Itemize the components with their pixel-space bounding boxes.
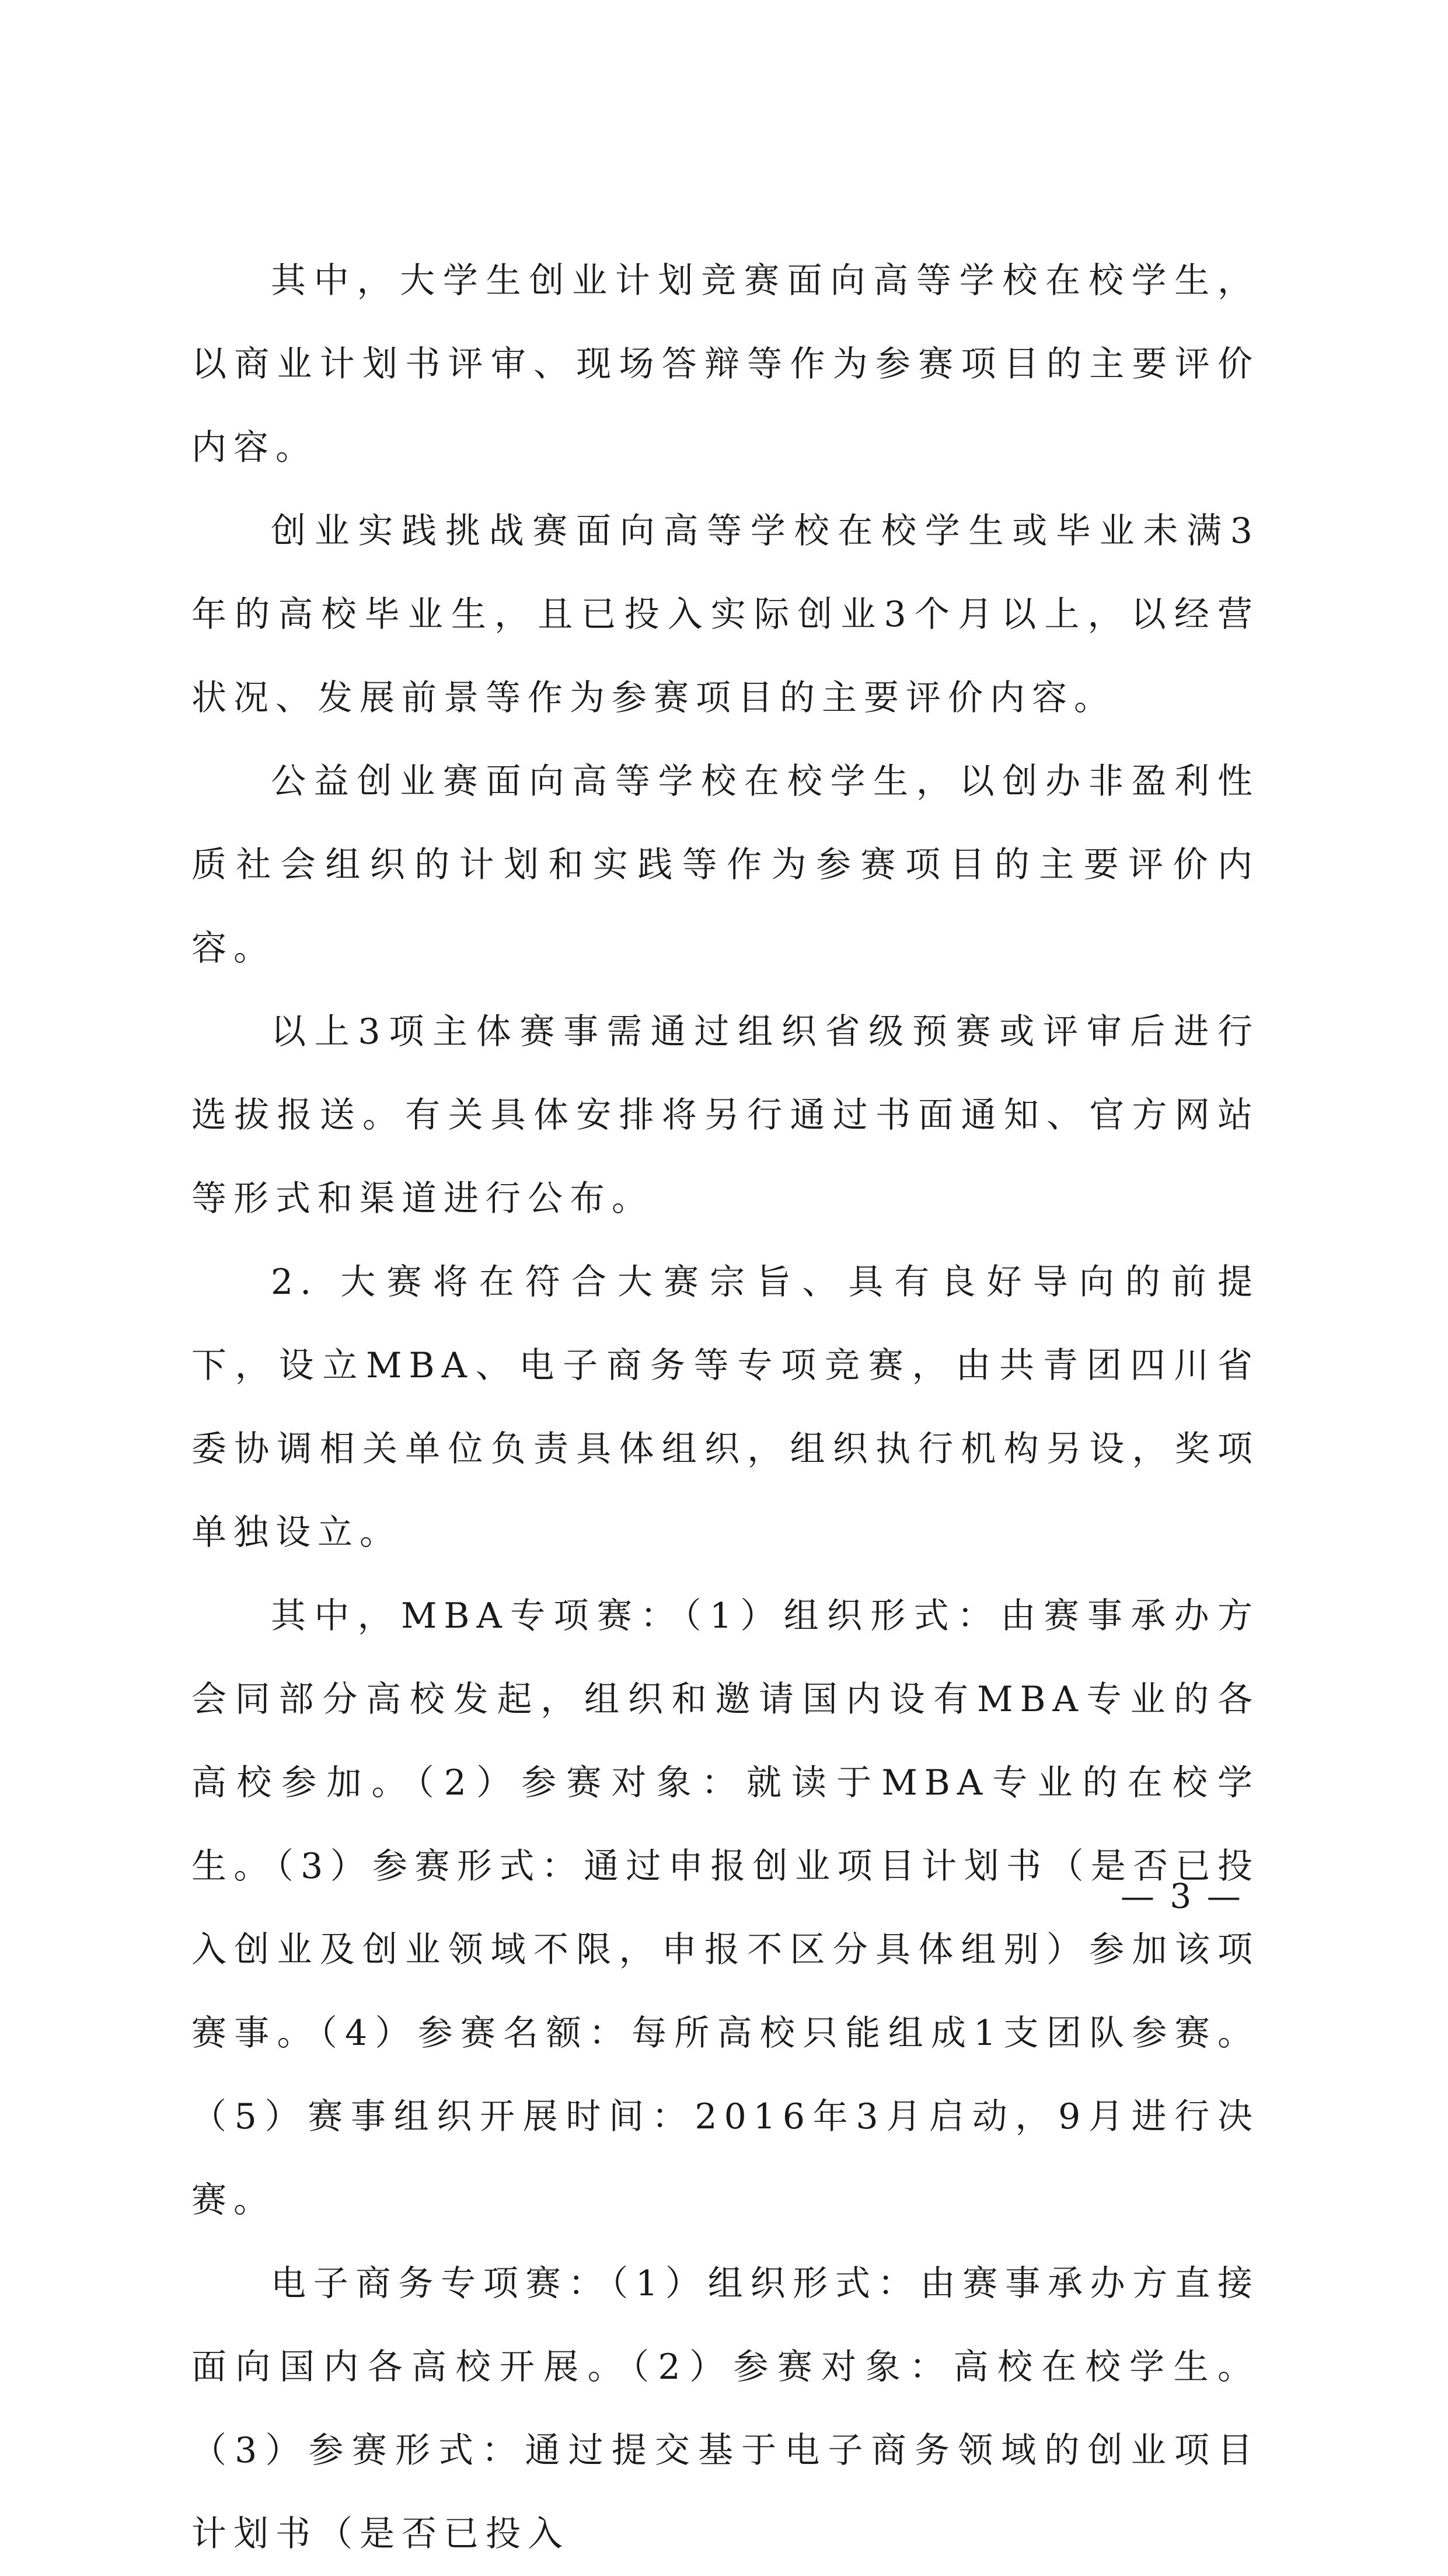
document-body: [191, 239, 1259, 2576]
paragraph-mba-special: 其中，MBA专项赛：（1）组织形式：由赛事承办方会同部分高校发起，组织和邀请国内设有MBA专业的各高校参加。（2）参赛对象：就读于MBA专业的在校学生。（3）参赛形式：通过申报创业项目计划书（是否已投入创业及创业领域不限，申报不区分具体组别）参加该项赛事。（4）参赛名额：每所高校只能组成1支团队参赛。（5）赛事组织开展时间：2016年3月启动，9月进行决赛。: [191, 1596, 1259, 2221]
paragraph-undergrad-plan-competition: 其中，大学生创业计划竞赛面向高等学校在校学生，以商业计划书评审、现场答辩等作为参赛项目的主要评价内容。: [191, 260, 1259, 468]
paragraph-ecommerce-special: 电子商务专项赛：（1）组织形式：由赛事承办方直接面向国内各高校开展。（2）参赛对象：高校在校学生。（3）参赛形式：通过提交基于电子商务领域的创业项目计划书（是否已投入: [191, 2263, 1259, 2554]
paragraph-public-welfare: 公益创业赛面向高等学校在校学生，以创办非盈利性质社会组织的计划和实践等作为参赛项目的主要评价内容。: [191, 761, 1259, 969]
page-number: — 3 —: [1121, 1876, 1243, 1916]
paragraph-selection-notice: 以上3项主体赛事需通过组织省级预赛或评审后进行选拔报送。有关具体安排将另行通过书面通知、官方网站等形式和渠道进行公布。: [191, 1011, 1259, 1219]
paragraph-special-competitions: 2. 大赛将在符合大赛宗旨、具有良好导向的前提下，设立MBA、电子商务等专项竞赛，由共青团四川省委协调相关单位负责具体组织，组织执行机构另设，奖项单独设立。: [191, 1262, 1259, 1553]
paragraph-practice-challenge: 创业实践挑战赛面向高等学校在校学生或毕业未满3年的高校毕业生，且已投入实际创业3个月以上，以经营状况、发展前景等作为参赛项目的主要评价内容。: [191, 511, 1259, 718]
